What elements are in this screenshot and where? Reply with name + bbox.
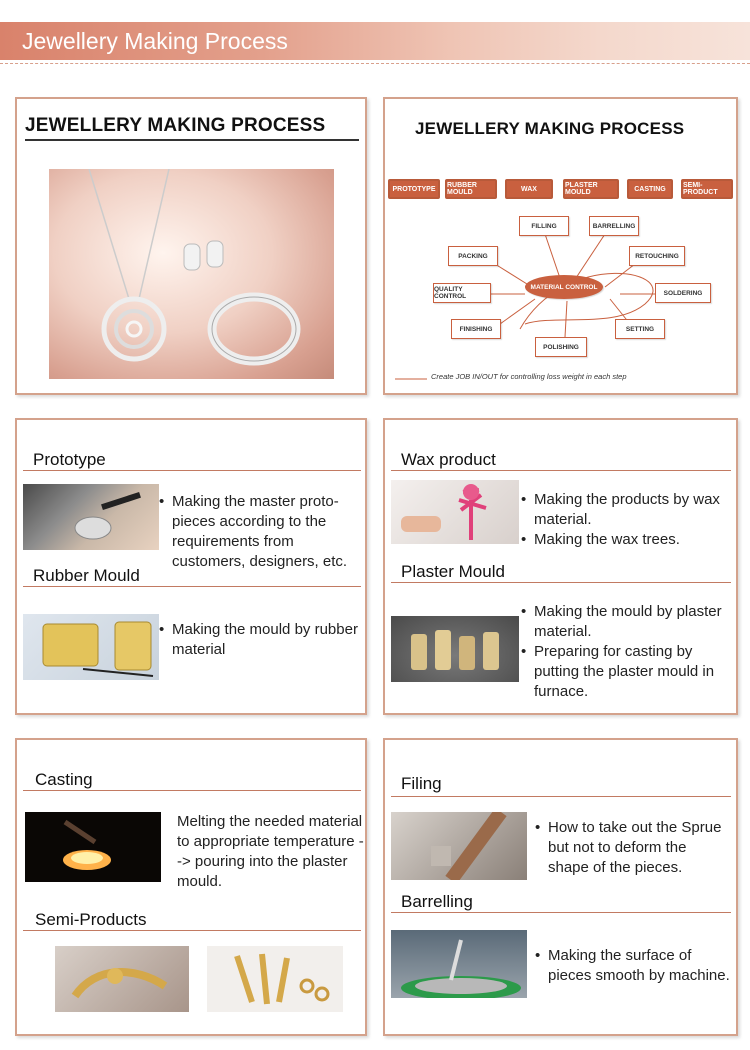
plaster-bullet-2: • Preparing for casting by putting the plaster mould in furnace. <box>521 643 715 700</box>
node-soldering: SOLDERING <box>655 283 711 303</box>
prototype-panel <box>15 418 367 715</box>
wax-rule <box>391 470 731 471</box>
step-plaster-mould: PLASTER MOULD <box>563 179 619 199</box>
prototype-heading: Prototype <box>33 450 106 469</box>
semi-products-rule <box>23 930 361 931</box>
casting-photo <box>25 812 161 882</box>
node-filling: FILLING <box>519 216 569 236</box>
step-casting: CASTING <box>627 179 673 199</box>
filing-heading: Filing <box>401 774 442 793</box>
casting-heading: Casting <box>35 770 93 789</box>
rubber-mould-bullet: • Making the mould by rubber material <box>159 621 358 658</box>
barrelling-heading: Barrelling <box>401 892 473 911</box>
node-quality-control: QUALITY CONTROL <box>433 283 491 303</box>
casting-rule <box>23 790 361 791</box>
filing-panel <box>383 738 738 1036</box>
barrelling-bullet: • Making the surface of pieces smooth by machine. <box>535 947 730 984</box>
node-retouching: RETOUCHING <box>629 246 685 266</box>
semi-products-photo-1 <box>55 946 189 1012</box>
prototype-photo <box>23 484 159 550</box>
node-packing: PACKING <box>448 246 498 266</box>
jewellery-illustration <box>49 169 334 379</box>
material-control-node: MATERIAL CONTROL <box>525 275 603 299</box>
prototype-rule <box>23 470 361 471</box>
node-setting: SETTING <box>615 319 665 339</box>
semi-products-photo-2 <box>207 946 343 1012</box>
banner-divider <box>0 63 750 64</box>
plaster-bullet-1: • Making the mould by plaster material. <box>521 603 722 640</box>
semi-products-heading: Semi-Products <box>35 910 147 929</box>
plaster-mould-rule <box>391 582 731 583</box>
wax-bullet-2: • Making the wax trees. <box>521 531 680 548</box>
node-polishing: POLISHING <box>535 337 587 357</box>
wax-photo <box>391 480 519 544</box>
filing-photo <box>391 812 527 880</box>
step-semi-product: SEMI-PRODUCT <box>681 179 733 199</box>
step-wax: WAX <box>505 179 553 199</box>
barrelling-rule <box>391 912 731 913</box>
node-barrelling: BARRELLING <box>589 216 639 236</box>
node-finishing: FINISHING <box>451 319 501 339</box>
step-prototype: PROTOTYPE <box>388 179 440 199</box>
banner-title: Jewellery Making Process <box>22 28 288 54</box>
page-banner <box>0 22 750 60</box>
casting-panel <box>15 738 367 1036</box>
rubber-mould-photo <box>23 614 159 680</box>
wax-bullet-1: • Making the products by wax material. <box>521 491 720 528</box>
plaster-mould-photo <box>391 616 519 682</box>
overview-title-left: JEWELLERY MAKING PROCESS <box>25 115 326 136</box>
barrelling-photo <box>391 930 527 998</box>
prototype-bullet: • Making the master proto-pieces according to the requirements from customers, designers, etc. <box>159 493 348 570</box>
wax-heading: Wax product <box>401 450 496 469</box>
filing-bullet: • How to take out the Sprue but not to deform the shape of the pieces. <box>535 819 722 876</box>
overview-title-right: JEWELLERY MAKING PROCESS <box>415 119 685 138</box>
plaster-mould-heading: Plaster Mould <box>401 562 505 581</box>
step-rubber-mould: RUBBER MOULD <box>445 179 497 199</box>
rubber-mould-rule <box>23 586 361 587</box>
overview-photo-panel <box>15 97 367 395</box>
jewellery-photo <box>49 169 334 379</box>
rubber-mould-heading: Rubber Mould <box>33 566 140 585</box>
wax-panel <box>383 418 738 715</box>
title-rule <box>25 139 359 141</box>
overview-flowchart-panel <box>383 97 738 395</box>
filing-rule <box>391 796 731 797</box>
flowchart-note: Create JOB IN/OUT for controlling loss weight in each step <box>431 372 627 381</box>
casting-text: Melting the needed material to appropriate temperature --> pouring into the plaster mould. <box>177 813 364 890</box>
